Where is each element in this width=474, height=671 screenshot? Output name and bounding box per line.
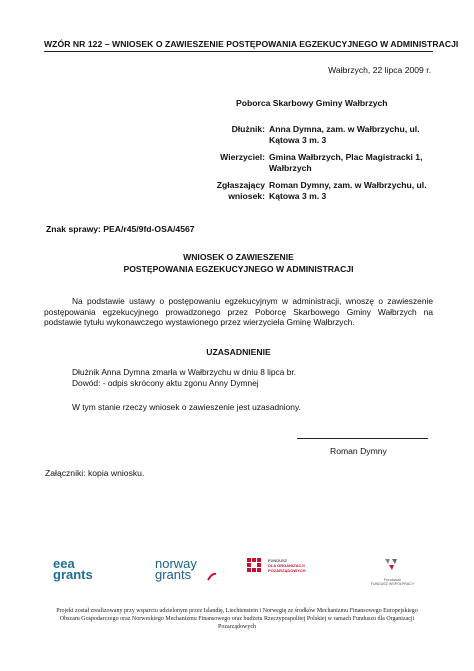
party-value: Gmina Wałbrzych, Plac Magistracki 1, Wałbrzych [269,152,423,173]
fundusz-line1: FUNDUSZ [268,558,288,563]
case-number: Znak sprawy: PEA/r45/9fd-OSA/4567 [46,224,195,234]
closing-sentence: W tym stanie rzeczy wniosek o zawieszenie jest uzasadniony. [72,402,301,412]
justification-line: Dłużnik Anna Dymna zmarła w Wałbrzychu w dniu 8 lipca br. [72,367,297,377]
signature-name: Roman Dymny [330,446,387,456]
party-creditor [190,152,439,174]
footer-funding-note: Projekt został zrealizowany przy wsparciu udzielonym przez Islandię, Liechtenstein i Norwegię ze środków Mechanizmu Finansowego Europejskiego Obszaru Gospodarczego oraz Norweskiego Mechanizmu Finansowego oraz budżetu Rzeczypospolitej Polskiej w ramach Funduszu dla Organizacji Pozarządowych [56,608,418,630]
attachments: Załączniki: kopia wniosku. [45,468,145,478]
fundusz-grid-icon [247,558,265,576]
wspolpracy-logo [370,558,415,587]
party-value: Roman Dymny, zam. w Wałbrzychu, ul. Kątowa 3 m. 3 [269,180,427,201]
justification-body [72,367,296,388]
justification-line: Dowód: - odpis skrócony aktu zgonu Anny Dymnej [72,377,259,388]
parties-block [190,124,439,208]
signature-line [297,438,428,439]
justification-heading: UZASADNIENIE [206,347,271,357]
norway-swoosh-icon [207,572,217,582]
eea-grants-logo [53,558,113,580]
fundusz-line2: DLA ORGANIZACJI [268,563,305,568]
motion-heading-line1: WNIOSEK O ZAWIESZENIE [183,252,294,262]
fundusz-line3: POZARZĄDOWYCH [268,568,306,573]
motion-heading-line2: POSTĘPOWANIA EGZEKUCYJNEGO W ADMINISTRACJI [123,264,354,274]
recipient: Poborca Skarbowy Gminy Wałbrzych [236,98,388,108]
eea-logo-line2: grants [53,567,93,582]
document-title: WZÓR NR 122 – WNIOSEK O ZAWIESZENIE POSTĘPOWANIA EGZEKUCYJNEGO W ADMINISTRACJI [44,39,459,49]
document-date: Wałbrzych, 22 lipca 2009 r. [328,65,431,75]
wspolpracy-line2: FUNDUSZ WSPÓŁPRACY [370,582,415,586]
party-label: Dłużnik: [231,124,265,134]
wspolpracy-line1: Fundusze [383,577,402,582]
party-label: Wierzyciel: [220,152,265,162]
wspolpracy-arrows-icon [384,558,402,572]
motion-heading [44,251,433,275]
party-applicant [190,180,439,202]
party-debtor [190,124,439,146]
norway-logo-line1: norway [155,556,197,571]
norway-logo-line2: grants [155,567,192,582]
party-value: Anna Dymna, zam. w Wałbrzychu, ul. Kątowa 3 m. 3 [269,124,420,145]
motion-body: Na podstawie ustawy o postępowaniu egzekucyjnym w administracji, wnoszę o zawieszenie postępowania egzekucyjnego prowadzonego przez Poborcę Skarbowego Gminy Wałbrzych na podstawie tytułu wykonawczego wystawionego przez wierzyciela Gminę Wałbrzych. [44,296,433,328]
norway-grants-logo [155,558,219,580]
title-underline [44,51,433,52]
fundusz-ngo-logo [247,558,327,576]
eea-logo-line1: eea [53,556,75,571]
party-label: Zgłaszający wniosek: [216,180,265,201]
